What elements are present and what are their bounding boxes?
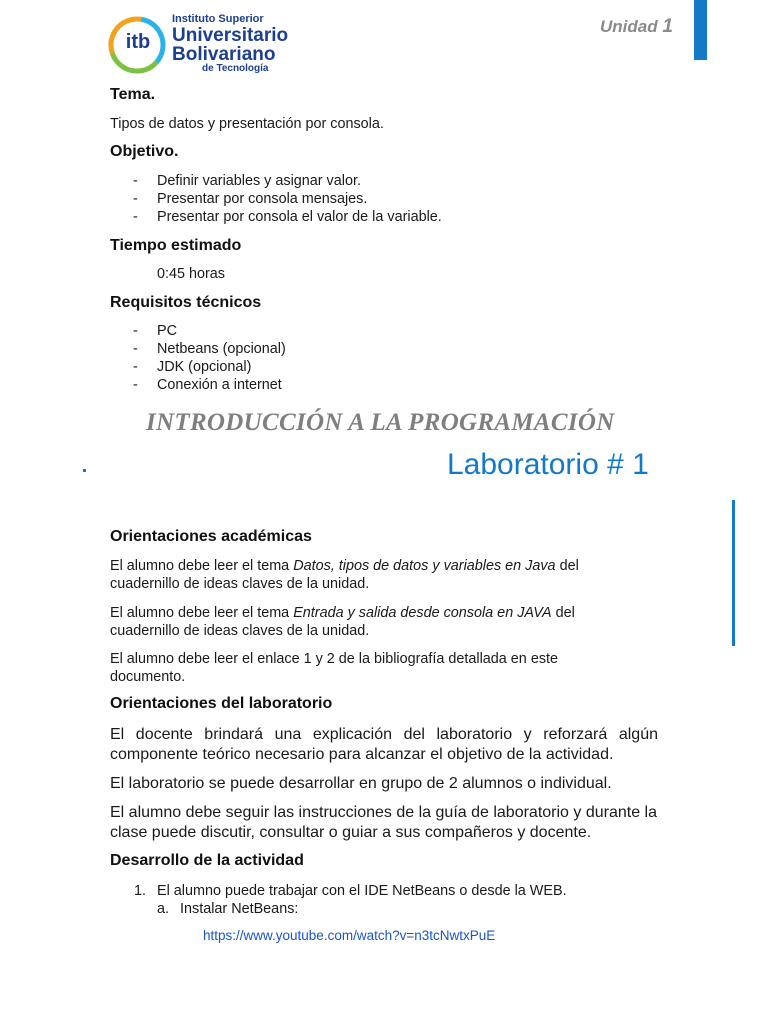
- paragraph-text: El alumno debe leer el tema: [110, 558, 294, 574]
- topic-title: Datos, tipos de datos y variables en Java: [293, 558, 556, 574]
- orientaciones-laboratorio-heading: Orientaciones del laboratorio: [110, 695, 333, 712]
- step-1a-letter: a.: [157, 901, 170, 917]
- tiempo-heading: Tiempo estimado: [110, 237, 242, 254]
- orientacion-academica-paragraph-1: [110, 557, 630, 593]
- course-title: INTRODUCCIÓN A LA PROGRAMACIÓN: [146, 409, 615, 436]
- requisitos-list: [110, 322, 286, 394]
- orientacion-academica-paragraph-2: [110, 604, 630, 640]
- unit-indicator: [600, 16, 673, 38]
- institution-logo: [108, 14, 288, 76]
- orientaciones-academicas-heading: Orientaciones académicas: [110, 528, 312, 545]
- orientacion-laboratorio-paragraph-3: El alumno debe seguir las instrucciones de la guía de laboratorio y durante la clase puede discutir, consultar o guiar a sus compañeros y docente.: [110, 804, 657, 841]
- orientacion-laboratorio-paragraph-2: El laboratorio se puede desarrollar en grupo de 2 alumnos o individual.: [110, 775, 612, 792]
- logo-line-2: Universitario: [172, 25, 289, 46]
- paragraph-text: El alumno debe leer el tema: [110, 605, 294, 621]
- list-item: - PC: [110, 322, 286, 340]
- orientacion-academica-paragraph-3: El alumno debe leer el enlace 1 y 2 de la bibliografía detallada en este documento.: [110, 651, 559, 685]
- step-1a-text: Instalar NetBeans:: [180, 901, 299, 917]
- logo-line-1: Instituto Superior: [172, 13, 264, 25]
- decorative-dot: [83, 469, 86, 472]
- objetivo-heading: Objetivo.: [110, 143, 179, 160]
- objetivo-list: [110, 172, 442, 226]
- list-item: - Netbeans (opcional): [110, 340, 286, 358]
- desarrollo-heading: Desarrollo de la actividad: [110, 852, 304, 869]
- orientacion-laboratorio-paragraph-1: El docente brindará una explicación del laboratorio y reforzará algún componente teórico necesario para alcanzar el objetivo de la actividad.: [110, 726, 658, 763]
- list-item: - Conexión a internet: [110, 376, 286, 394]
- unit-label: Unidad: [600, 17, 658, 36]
- list-item: - JDK (opcional): [110, 358, 286, 376]
- lab-title: Laboratorio # 1: [447, 448, 649, 481]
- tema-text: Tipos de datos y presentación por consola.: [110, 116, 384, 132]
- topic-title: Entrada y salida desde consola en JAVA: [293, 605, 552, 621]
- logo-wordmark: [172, 14, 288, 74]
- side-accent-bar: [732, 500, 735, 646]
- unit-number: 1: [662, 16, 673, 37]
- tiempo-value: 0:45 horas: [157, 266, 226, 282]
- logo-mark: itb: [125, 31, 151, 53]
- list-item: - Definir variables y asignar valor.: [110, 172, 442, 190]
- netbeans-video-link[interactable]: https://www.youtube.com/watch?v=n3tcNwtxPuE: [203, 928, 496, 943]
- logo-line-3: Bolivariano: [172, 44, 276, 65]
- list-item: - Presentar por consola mensajes.: [110, 190, 442, 208]
- paragraph-text: del cuadernillo de ideas claves de la unidad.: [110, 605, 575, 639]
- list-item: - Presentar por consola el valor de la variable.: [110, 208, 442, 226]
- step-1-number: 1.: [134, 883, 147, 899]
- header-accent-bar: [694, 0, 707, 60]
- logo-line-4: de Tecnología: [202, 63, 269, 74]
- tema-heading: Tema.: [110, 86, 156, 103]
- paragraph-text: del cuadernillo de ideas claves de la unidad.: [110, 558, 579, 592]
- step-1-text: El alumno puede trabajar con el IDE NetBeans o desde la WEB.: [157, 883, 567, 899]
- requisitos-heading: Requisitos técnicos: [110, 294, 262, 311]
